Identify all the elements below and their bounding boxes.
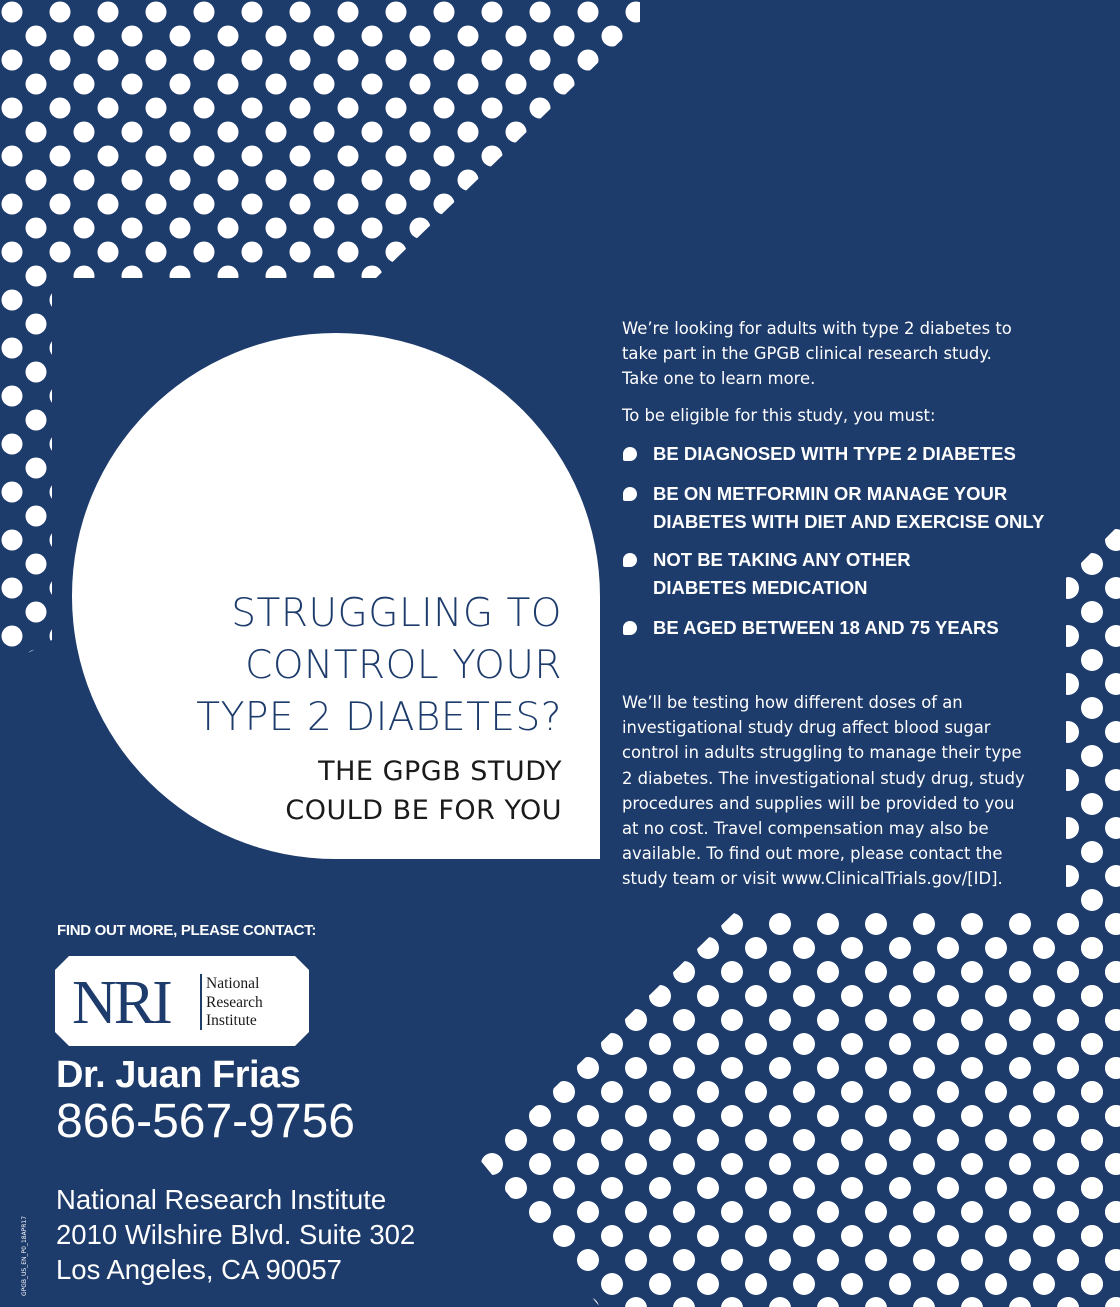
criterion-item [622,614,999,642]
speech-bubble-bullet-icon [623,553,637,567]
criterion-line: BE AGED BETWEEN 18 AND 75 YEARS [653,617,999,638]
criterion-item [622,546,911,602]
headline [120,588,562,744]
contact-heading: FIND OUT MORE, PLEASE CONTACT: [57,922,317,939]
criterion-line: DIABETES WITH DIET AND EXERCISE ONLY [653,511,1045,532]
details-line: control in adults struggling to manage their type [622,743,1022,763]
logo-name-line: Institute [206,1012,257,1029]
speech-bubble-bullet-icon [623,447,637,461]
criterion-line: BE ON METFORMIN OR MANAGE YOUR [653,483,1008,504]
details-line: at no cost. Travel compensation may also be [622,819,989,839]
criterion-item [622,480,1044,536]
headline-line: STRUGGLING TO [231,591,562,636]
details-line: We’ll be testing how different doses of an [622,693,963,712]
details-line: investigational study drug affect blood sugar [622,718,991,738]
criterion-line: BE DIAGNOSED WITH TYPE 2 DIABETES [653,443,1016,464]
intro-line: Take one to learn more. [622,369,816,388]
logo-name-line: National [206,975,260,992]
dot-pattern-bottom-right [480,912,1120,1307]
doctor-name: Dr. Juan Frias [56,1054,301,1096]
subheadline-line: THE GPGB STUDY [318,756,562,787]
address-line: Los Angeles, CA 90057 [56,1254,342,1285]
address-block [56,1182,415,1287]
criterion-item [622,440,1016,468]
intro-line: We’re looking for adults with type 2 diabetes to [622,319,1012,338]
details-line: 2 diabetes. The investigational study drug, study [622,768,1025,788]
criterion-line: DIABETES MEDICATION [653,577,868,598]
criterion-line: NOT BE TAKING ANY OTHER [653,549,911,570]
job-code: GPGB_US_EN_P0_18APR17 [21,1215,28,1296]
details-line: available. To find out more, please contact the [622,844,1003,864]
logo-divider [200,974,202,1030]
phone-number[interactable]: 866-567-9756 [56,1095,355,1148]
nri-logo-mark: NRI [72,969,170,1037]
address-line: National Research Institute [56,1184,387,1215]
details-line: study team or visit www.ClinicalTrials.gov/[ID]. [622,869,1003,889]
subheadline-line: COULD BE FOR YOU [285,795,562,826]
study-details [622,690,1062,892]
eligibility-lead: To be eligible for this study, you must: [622,406,936,425]
address-line: 2010 Wilshire Blvd. Suite 302 [56,1219,416,1250]
speech-bubble-bullet-icon [623,487,637,501]
headline-line: CONTROL YOUR [245,643,562,688]
subheadline [160,752,562,830]
intro-paragraph [622,316,1082,391]
intro-line: take part in the GPGB clinical research study. [622,344,992,363]
headline-line: TYPE 2 DIABETES? [196,695,562,740]
details-line: procedures and supplies will be provided to you [622,793,1015,813]
nri-logo-name [206,975,263,1031]
speech-bubble-bullet-icon [623,621,637,635]
logo-name-line: Research [206,993,263,1011]
